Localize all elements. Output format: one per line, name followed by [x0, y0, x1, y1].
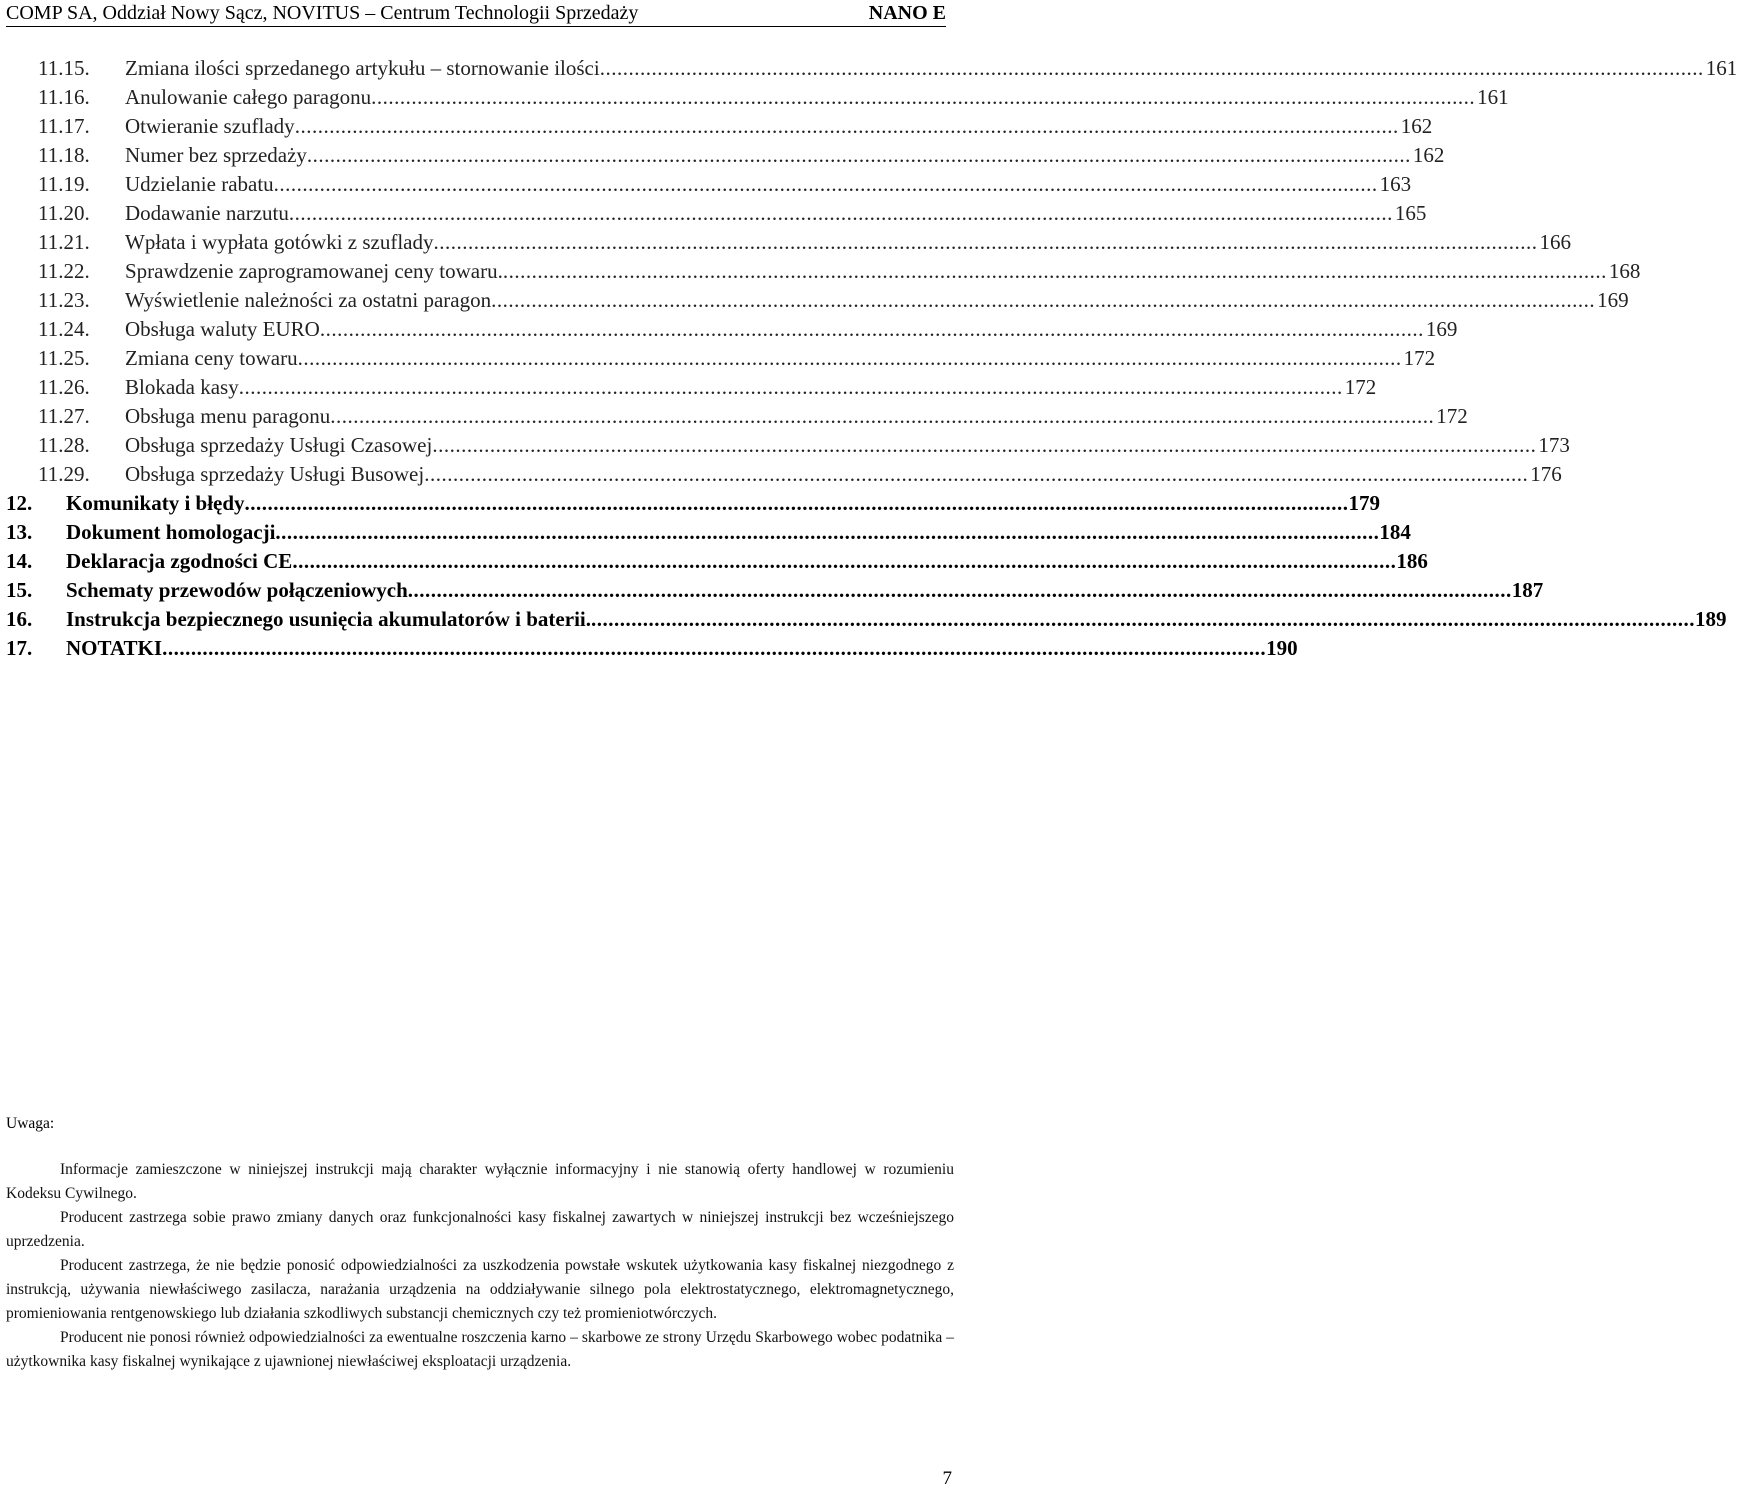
toc-title: Schematy przewodów połączeniowych: [66, 578, 408, 602]
toc-dot-leader: ................................................................................................................................................................................................: [162, 636, 1267, 660]
toc-entry-11-18[interactable]: [38, 141, 1445, 170]
toc-number: 17.: [6, 636, 33, 660]
toc-title: Deklaracja zgodności CE: [66, 549, 293, 573]
toc-title: Blokada kasy: [125, 375, 239, 399]
toc-title: Anulowanie całego paragonu: [125, 85, 372, 109]
toc-dot-leader: ................................................................................................................................................................................................: [599, 56, 1704, 80]
toc-title: Komunikaty i błędy: [66, 491, 245, 515]
toc-entry-11-24[interactable]: [38, 315, 1458, 344]
toc-title: Otwieranie szuflady: [125, 114, 295, 138]
toc-chapter-16[interactable]: [6, 605, 1727, 634]
toc-title: Instrukcja bezpiecznego usunięcia akumulatorów i baterii.: [66, 607, 591, 631]
toc-title: Zmiana ilości sprzedanego artykułu – stornowanie ilości: [125, 56, 600, 80]
toc-page: 172: [1403, 346, 1436, 370]
toc-entry-11-21[interactable]: [38, 228, 1571, 257]
toc-title: Obsługa waluty EURO: [125, 317, 320, 341]
toc-entry-11-20[interactable]: [38, 199, 1427, 228]
toc-entry-11-25[interactable]: [38, 344, 1436, 373]
toc-page: 190: [1266, 636, 1298, 660]
toc-title: Zmiana ceny towaru: [125, 346, 298, 370]
toc-dot-leader: ................................................................................................................................................................................................: [273, 172, 1378, 196]
disclaimer-paragraph: Producent zastrzega, że nie będzie ponosić odpowiedzialności za uszkodzenia powstałe wskutek użytkowania kasy fiskalnej niezgodnego z instrukcją, używania niewłaściwego zasilacza, narażania urządzenia na oddziaływanie silnego pola elektrostatycznego, elektromagnetycznego, promieniowania rentgenowskiego lub działania szkodliwych substancji chemicznych czy też promieniotwórczych.: [6, 1257, 954, 1322]
toc-dot-leader: ................................................................................................................................................................................................: [288, 201, 1393, 225]
toc-page: 162: [1400, 114, 1433, 138]
toc-title: Sprawdzenie zaprogramowanej ceny towaru.: [125, 259, 503, 283]
toc-dot-leader: ................................................................................................................................................................................................: [306, 143, 1411, 167]
toc-number: 11.25.: [38, 346, 90, 370]
toc-page: 186: [1396, 549, 1428, 573]
note-label: Uwaga:: [6, 1115, 55, 1132]
toc-dot-leader: ................................................................................................................................................................................................: [330, 404, 1435, 428]
toc-dot-leader: ................................................................................................................................................................................................: [292, 549, 1397, 573]
toc-dot-leader: ................................................................................................................................................................................................: [502, 259, 1607, 283]
toc-page: 165: [1394, 201, 1427, 225]
toc-chapter-14[interactable]: [6, 547, 1428, 576]
toc-number: 13.: [6, 520, 33, 544]
toc-dot-leader: ................................................................................................................................................................................................: [371, 85, 1476, 109]
toc-number: 11.15.: [38, 56, 90, 80]
toc-number: 11.17.: [38, 114, 90, 138]
toc-dot-leader: ................................................................................................................................................................................................: [424, 462, 1529, 486]
toc-page: 168: [1608, 259, 1641, 283]
toc-number: 12.: [6, 491, 33, 515]
toc-number: 11.22.: [38, 259, 90, 283]
toc-page: 184: [1379, 520, 1411, 544]
toc-dot-leader: ................................................................................................................................................................................................: [433, 230, 1538, 254]
toc-entry-11-22[interactable]: [38, 257, 1641, 286]
toc-title: Dodawanie narzutu: [125, 201, 289, 225]
toc-number: 11.29.: [38, 462, 90, 486]
toc-number: 11.19.: [38, 172, 90, 196]
toc-dot-leader: ................................................................................................................................................................................................: [591, 607, 1695, 631]
toc-page: 172: [1344, 375, 1377, 399]
toc-number: 11.28.: [38, 433, 90, 457]
toc-chapter-13[interactable]: [6, 518, 1411, 547]
toc-dot-leader: ................................................................................................................................................................................................: [491, 288, 1596, 312]
disclaimer-notice: [6, 1158, 954, 1374]
toc-number: 15.: [6, 578, 33, 602]
toc-entry-11-17[interactable]: [38, 112, 1433, 141]
toc-entry-11-27[interactable]: [38, 402, 1468, 431]
toc-dot-leader: ................................................................................................................................................................................................: [244, 491, 1349, 515]
toc-dot-leader: ................................................................................................................................................................................................: [407, 578, 1512, 602]
toc-number: 11.20.: [38, 201, 90, 225]
toc-entry-11-15[interactable]: [38, 54, 1737, 83]
toc-title: Udzielanie rabatu: [125, 172, 274, 196]
toc-title: Wpłata i wypłata gotówki z szuflady: [125, 230, 434, 254]
toc-page: 169: [1597, 288, 1629, 312]
toc-entry-11-28[interactable]: [38, 431, 1570, 460]
toc-page: 172: [1436, 404, 1468, 428]
page-header: [6, 0, 946, 27]
toc-title: Wyświetlenie należności za ostatni paragon: [125, 288, 492, 312]
toc-entry-11-19[interactable]: [38, 170, 1412, 199]
toc-page: 187: [1511, 578, 1544, 602]
toc-entry-11-29[interactable]: [38, 460, 1562, 489]
toc-number: 11.16.: [38, 85, 90, 109]
toc-dot-leader: ................................................................................................................................................................................................: [432, 433, 1537, 457]
toc-number: 11.24.: [38, 317, 90, 341]
toc-chapter-12[interactable]: [6, 489, 1381, 518]
toc-page: 166: [1539, 230, 1571, 254]
toc-title: NOTATKI: [66, 636, 163, 660]
toc-chapter-15[interactable]: [6, 576, 1544, 605]
toc-number: 16.: [6, 607, 33, 631]
disclaimer-paragraph: Producent zastrzega sobie prawo zmiany danych oraz funkcjonalności kasy fiskalnej zawartych w niniejszej instrukcji bez wcześniejszego uprzedzenia.: [6, 1209, 954, 1250]
toc-number: 14.: [6, 549, 33, 573]
toc-page: 162: [1412, 143, 1445, 167]
toc-number: 11.23.: [38, 288, 90, 312]
toc-number: 11.21.: [38, 230, 90, 254]
toc-entry-11-26[interactable]: [38, 373, 1377, 402]
toc-dot-leader: ................................................................................................................................................................................................: [294, 114, 1399, 138]
toc-page: 173: [1538, 433, 1570, 457]
toc-dot-leader: ................................................................................................................................................................................................: [319, 317, 1424, 341]
toc-dot-leader: ................................................................................................................................................................................................: [238, 375, 1343, 399]
toc-page: 161: [1705, 56, 1737, 80]
toc-page: 169: [1425, 317, 1458, 341]
toc-entry-11-16[interactable]: [38, 83, 1509, 112]
toc-page: 189: [1695, 607, 1727, 631]
toc-page: 176: [1530, 462, 1562, 486]
toc-number: 11.18.: [38, 143, 90, 167]
toc-title: Obsługa menu paragonu: [125, 404, 331, 428]
toc-number: 11.26.: [38, 375, 90, 399]
toc-page: 163: [1379, 172, 1412, 196]
toc-page: 161: [1477, 85, 1509, 109]
disclaimer-paragraph: Producent nie ponosi również odpowiedzialności za ewentualne roszczenia karno – skarbowe ze strony Urzędu Skarbowego wobec podatnika – użytkownika kasy fiskalnej wynikające z ujawnionej niewłaściwej eksploatacji urządzenia.: [6, 1329, 954, 1370]
toc-dot-leader: ................................................................................................................................................................................................: [297, 346, 1402, 370]
page-number: 7: [942, 1468, 952, 1489]
toc-entry-11-23[interactable]: [38, 286, 1629, 315]
header-product: NANO E: [868, 2, 946, 24]
header-company: COMP SA, Oddział Nowy Sącz, NOVITUS – Centrum Technologii Sprzedaży: [6, 2, 639, 24]
toc-chapter-17[interactable]: [6, 634, 1298, 663]
toc-dot-leader: ................................................................................................................................................................................................: [275, 520, 1380, 544]
disclaimer-paragraph: Informacje zamieszczone w niniejszej instrukcji mają charakter wyłącznie informacyjny i nie stanowią oferty handlowej w rozumieniu Kodeksu Cywilnego.: [6, 1161, 954, 1202]
toc-title: Obsługa sprzedaży Usługi Czasowej: [125, 433, 433, 457]
toc-page: 179: [1348, 491, 1381, 515]
toc-title: Numer bez sprzedaży: [125, 143, 307, 167]
toc-number: 11.27.: [38, 404, 90, 428]
toc-title: Obsługa sprzedaży Usługi Busowej: [125, 462, 425, 486]
toc-title: Dokument homologacji: [66, 520, 276, 544]
